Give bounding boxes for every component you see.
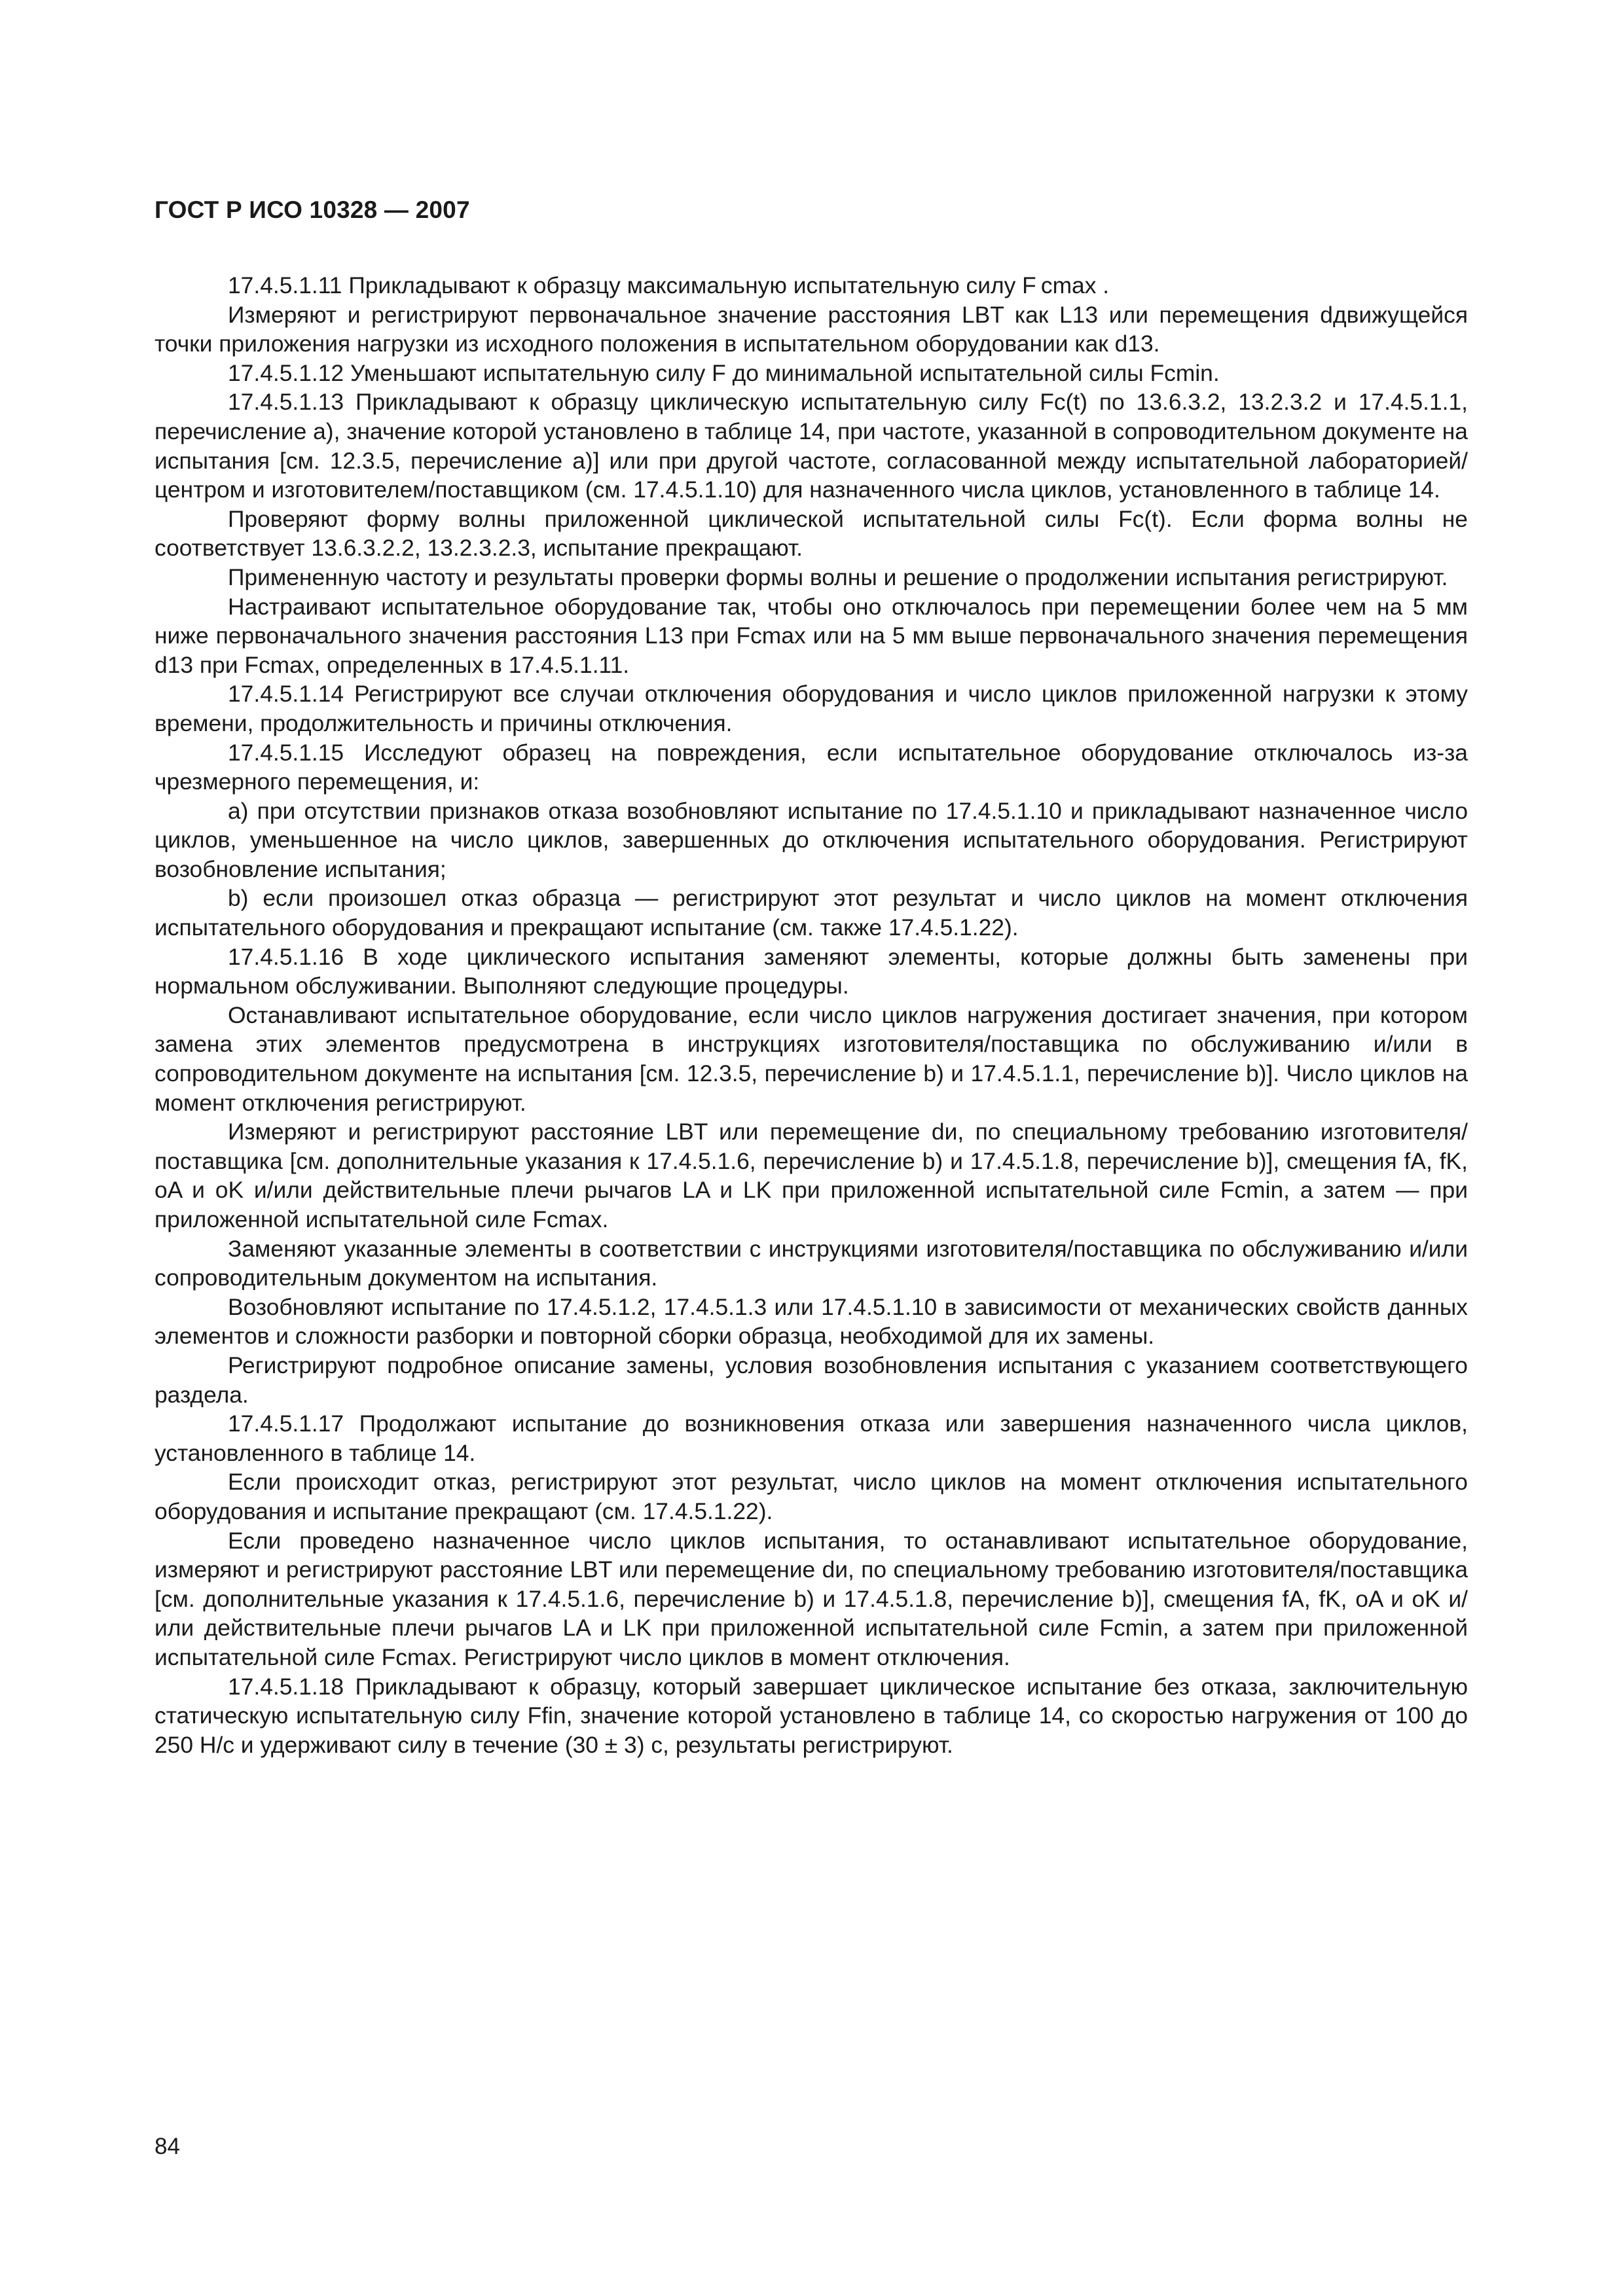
paragraph: 17.4.5.1.18 Прикладывают к образцу, который завершает циклическое испытание без отказа, заключительную статическую испытательную силу Ffin, значение которой установлено в таблице 14, со скоростью нагружения от 100 до 250 Н/с и удерживают силу в течение (30 ± 3) с, результаты регистрируют. (155, 1673, 1468, 1758)
paragraph: b) если произошел отказ образца — регистрируют этот результат и число циклов на момент отключения испытательного оборудования и прекращают испытание (см. также 17.4.5.1.22). (155, 885, 1468, 941)
paragraph: 17.4.5.1.14 Регистрируют все случаи отключения оборудования и число циклов приложенной нагрузки к этому времени, продолжительность и причины отключения. (155, 681, 1468, 736)
paragraph: Примененную частоту и результаты проверки формы волны и решение о продолжении испытания регистрируют. (228, 564, 1448, 590)
paragraph: 17.4.5.1.15 Исследуют образец на повреждения, если испытательное оборудование отключалось из-за чрезмерного перемещения, и: (155, 739, 1468, 795)
paragraph: Измеряют и регистрируют расстояние LBT или перемещение dи, по специальному требованию изготовителя/поставщика [см. дополнительные указания к 17.4.5.1.6, перечисление b) и 17.4.5.1.8, перечисление b)], смещения fA, fK, oA и oK и/или действительные плечи рычагов LA и LK при приложенной испытательной силе Fcmin, а затем — при приложенной испытательной силе Fcmax. (155, 1119, 1468, 1232)
document-body (155, 271, 1468, 1759)
paragraph: 17.4.5.1.11 Прикладывают к образцу максимальную испытательную силу F cmax . (228, 272, 1110, 298)
page-number: 84 (155, 2134, 180, 2159)
paragraph: Измеряют и регистрируют первоначальное значение расстояния LBT как L13 или перемещения dдвижущейся точки приложения нагрузки из исходного положения в испытательном оборудовании как d13. (155, 301, 1468, 357)
paragraph: Регистрируют подробное описание замены, условия возобновления испытания с указанием соответствующего раздела. (155, 1352, 1468, 1408)
paragraph: Проверяют форму волны приложенной циклической испытательной силы Fc(t). Если форма волны не соответствует 13.6.3.2.2, 13.2.3.2.3, испытание прекращают. (155, 505, 1468, 562)
paragraph: 17.4.5.1.16 В ходе циклического испытания заменяют элементы, которые должны быть заменены при нормальном обслуживании. Выполняют следующие процедуры. (155, 943, 1468, 999)
paragraph: Если проведено назначенное число циклов испытания, то останавливают испытательное оборудование, измеряют и регистрируют расстояние LBT или перемещение dи, по специальному требованию изготовителя/поставщика [см. дополнительные указания к 17.4.5.1.6, перечисление b) и 17.4.5.1.8, перечисление b)], смещения fA, fK, oA и oK и/или действительные плечи рычагов LA и LK при приложенной испытательной силе Fcmin, а затем при приложенной испытательной силе Fcmax. Регистрируют число циклов в момент отключения. (155, 1527, 1468, 1670)
paragraph: 17.4.5.1.17 Продолжают испытание до возникновения отказа или завершения назначенного числа циклов, установленного в таблице 14. (155, 1410, 1468, 1466)
paragraph: Возобновляют испытание по 17.4.5.1.2, 17.4.5.1.3 или 17.4.5.1.10 в зависимости от механических свойств данных элементов и сложности разборки и повторной сборки образца, необходимой для их замены. (155, 1293, 1468, 1350)
paragraph: Останавливают испытательное оборудование, если число циклов нагружения достигает значения, при котором замена этих элементов предусмотрена в инструкциях изготовителя/поставщика по обслуживанию и/или в сопроводительном документе на испытания [см. 12.3.5, перечисление b) и 17.4.5.1.1, перечисление b)]. Число циклов на момент отключения регистрируют. (155, 1001, 1468, 1116)
paragraph: 17.4.5.1.12 Уменьшают испытательную силу F до минимальной испытательной силы Fcmin. (228, 359, 1220, 386)
paragraph: Настраивают испытательное оборудование так, чтобы оно отключалось при перемещении более чем на 5 мм ниже первоначального значения расстояния L13 при Fcmax или на 5 мм выше первоначального значения перемещения d13 при Fcmax, определенных в 17.4.5.1.11. (155, 593, 1468, 678)
paragraph: 17.4.5.1.13 Прикладывают к образцу циклическую испытательную силу Fc(t) по 13.6.3.2, 13.2.3.2 и 17.4.5.1.1, перечисление а), значение которой установлено в таблице 14, при частоте, указанной в сопроводительном документе на испытания [см. 12.3.5, перечисление а)] или при другой частоте, согласованной между испытательной лабораторией/центром и изготовителем/поставщиком (см. 17.4.5.1.10) для назначенного числа циклов, установленного в таблице 14. (155, 389, 1468, 503)
document-header: ГОСТ Р ИСО 10328 — 2007 (155, 196, 470, 223)
paragraph: Если происходит отказ, регистрируют этот результат, число циклов на момент отключения испытательного оборудования и испытание прекращают (см. 17.4.5.1.22). (155, 1469, 1468, 1524)
paragraph: а) при отсутствии признаков отказа возобновляют испытание по 17.4.5.1.10 и прикладывают назначенное число циклов, уменьшенное на число циклов, завершенных до отключения испытательного оборудования. Регистрируют возобновление испытания; (155, 797, 1468, 882)
paragraph: Заменяют указанные элементы в соответствии с инструкциями изготовителя/поставщика по обслуживанию и/или сопроводительным документом на испытания. (155, 1235, 1468, 1291)
